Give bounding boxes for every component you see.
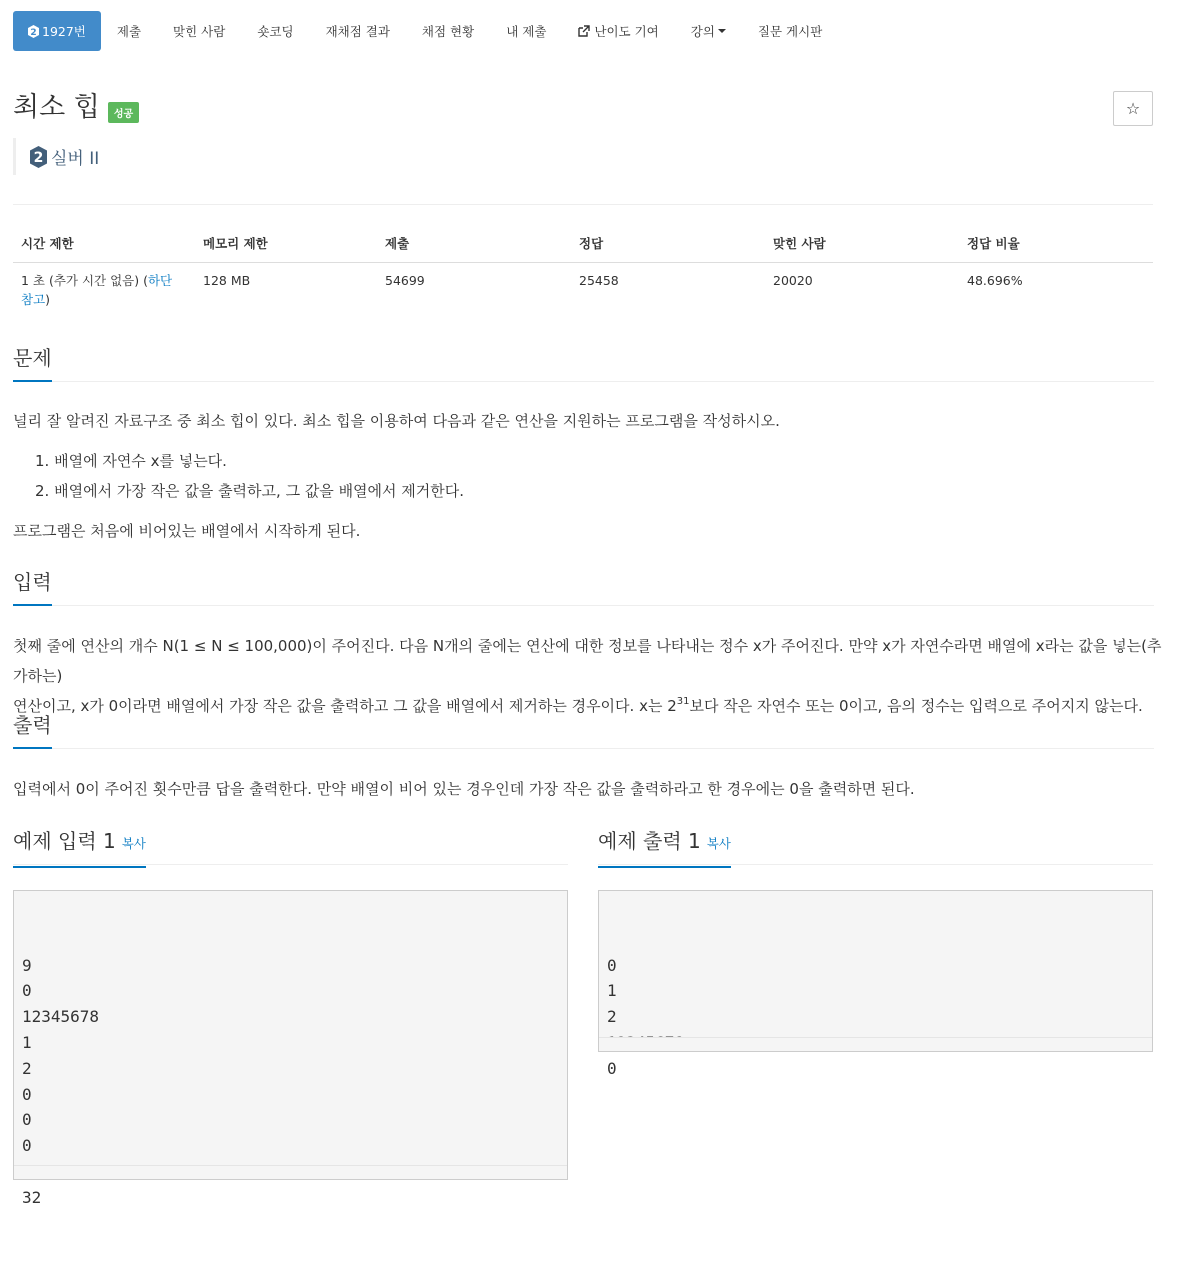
header-submissions: 제출 bbox=[377, 226, 571, 263]
problem-info-table bbox=[13, 226, 1153, 317]
accepted-cell: 25458 bbox=[579, 273, 619, 288]
header-time-limit: 시간 제한 bbox=[13, 226, 195, 263]
horizontal-scrollbar[interactable] bbox=[599, 1037, 1152, 1051]
sample-input-title: 예제 입력 1 복사 bbox=[13, 827, 146, 868]
tab-label: 채점 현황 bbox=[421, 24, 475, 39]
favorite-star-button[interactable] bbox=[1113, 91, 1153, 126]
divider bbox=[13, 204, 1153, 205]
input-description-line: 연산이고, x가 0이라면 배열에서 가장 작은 값을 출력하고 그 값을 배열에서 제거하는 경우이다. x는 $2^{31}$보다 작은 자연수 또는 0이고, 음의 정수는 입력으로 주어지지 않는다. bbox=[13, 696, 1143, 715]
tab-submit[interactable] bbox=[101, 11, 157, 51]
header-ratio: 정답 비율 bbox=[959, 226, 1153, 263]
operation-list bbox=[35, 447, 464, 506]
silver-tier-icon bbox=[30, 146, 47, 168]
tab-label: 질문 게시판 bbox=[757, 24, 823, 39]
sample-output-title: 예제 출력 1 복사 bbox=[598, 827, 731, 868]
input-description-line: 첫째 줄에 연산의 개수 N(1 ≤ N ≤ 100,000)이 주어진다. 다음 N개의 줄에는 연산에 대한 정보를 나타내는 정수 x가 주어진다. 만약 x가 자연수라면 배열에 x라는 값을 넣는(추가하는) bbox=[13, 637, 1162, 685]
sample-input-header bbox=[13, 827, 568, 865]
output-section-header bbox=[13, 711, 1154, 749]
header-accepted: 정답 bbox=[571, 226, 765, 263]
tab-difficulty-contribution[interactable] bbox=[562, 11, 674, 51]
tab-solved-users[interactable] bbox=[157, 11, 241, 51]
tab-status[interactable] bbox=[406, 11, 490, 51]
tab-label: 제출 bbox=[116, 24, 142, 39]
tab-label: 강의 bbox=[690, 24, 715, 39]
tab-my-submissions[interactable] bbox=[490, 11, 562, 51]
solved-cell: 20020 bbox=[773, 273, 813, 288]
tab-problem[interactable] bbox=[13, 11, 101, 51]
time-limit-cell bbox=[13, 263, 195, 318]
tab-short-coding[interactable] bbox=[241, 11, 309, 51]
list-item: 2. 배열에서 가장 작은 값을 출력하고, 그 값을 배열에서 제거한다. bbox=[35, 481, 465, 500]
problem-description-2: 프로그램은 처음에 비어있는 배열에서 시작하게 된다. bbox=[13, 522, 361, 540]
tab-lectures[interactable] bbox=[675, 11, 742, 51]
problem-description: 널리 잘 알려진 자료구조 중 최소 힙이 있다. 최소 힙을 이용하여 다음과 같은 연산을 지원하는 프로그램을 작성하시오. bbox=[13, 412, 780, 430]
time-limit-note-link[interactable]: 하단 참고 bbox=[21, 273, 173, 307]
problem-section-title: 문제 bbox=[13, 344, 52, 382]
problem-section-header bbox=[13, 344, 1154, 382]
time-limit-text: 1 초 (추가 시간 없음) ( bbox=[21, 273, 148, 288]
time-limit-suffix: ) bbox=[45, 292, 51, 307]
sample-output-box[interactable] bbox=[598, 890, 1153, 1078]
sample-input-text: 9 0 12345678 1 2 0 0 0 32 bbox=[22, 955, 100, 1207]
tab-label: 숏코딩 bbox=[257, 24, 294, 39]
tab-question-board[interactable] bbox=[742, 11, 838, 51]
header-memory-limit: 메모리 제한 bbox=[195, 226, 377, 263]
problem-menu-tabs bbox=[13, 11, 838, 51]
table-row bbox=[13, 263, 1153, 318]
tab-rejudge-results[interactable] bbox=[310, 11, 406, 51]
copy-output-button[interactable]: 복사 bbox=[706, 836, 731, 851]
tab-label: 맞힌 사람 bbox=[173, 24, 226, 39]
header-solved: 맞힌 사람 bbox=[765, 226, 959, 263]
sample-output-text: 0 1 2 0 bbox=[607, 955, 617, 1078]
star-icon: ☆ bbox=[1125, 99, 1141, 118]
problem-title-row bbox=[13, 88, 139, 128]
sample-output-header bbox=[598, 827, 1153, 865]
copy-input-button[interactable]: 복사 bbox=[121, 836, 146, 851]
memory-limit-cell: 128 MB bbox=[203, 273, 251, 288]
tab-label: 난이도 기여 bbox=[594, 24, 659, 39]
input-section-title: 입력 bbox=[13, 568, 52, 606]
svg-text:2: 2 bbox=[33, 149, 44, 166]
input-section-header bbox=[13, 568, 1154, 606]
external-link-icon bbox=[578, 25, 590, 37]
silver-tier-icon bbox=[28, 25, 39, 38]
problem-title: 최소 힙 bbox=[13, 92, 100, 123]
output-description: 입력에서 0이 주어진 횟수만큼 답을 출력한다. 만약 배열이 비어 있는 경우인데 가장 작은 값을 출력하라고 한 경우에는 0을 출력하면 된다. bbox=[13, 780, 915, 798]
tier-label: 실버 II bbox=[51, 149, 100, 169]
caret-down-icon bbox=[718, 29, 726, 33]
horizontal-scrollbar[interactable] bbox=[14, 1165, 567, 1179]
list-item: 1. 배열에 자연수 x를 넣는다. bbox=[35, 452, 227, 470]
result-badge: 성공 bbox=[108, 102, 139, 123]
tab-label: 재채점 결과 bbox=[325, 24, 390, 39]
sample-input-box[interactable] bbox=[13, 890, 568, 1207]
tab-label: 내 제출 bbox=[506, 24, 547, 39]
tab-label: 1927번 bbox=[42, 24, 86, 39]
svg-text:2: 2 bbox=[30, 27, 37, 38]
submissions-cell: 54699 bbox=[385, 273, 425, 288]
tier-block bbox=[13, 138, 99, 175]
input-description bbox=[13, 631, 1163, 721]
ratio-cell: 48.696% bbox=[967, 273, 1023, 288]
output-section-title: 출력 bbox=[13, 711, 52, 749]
